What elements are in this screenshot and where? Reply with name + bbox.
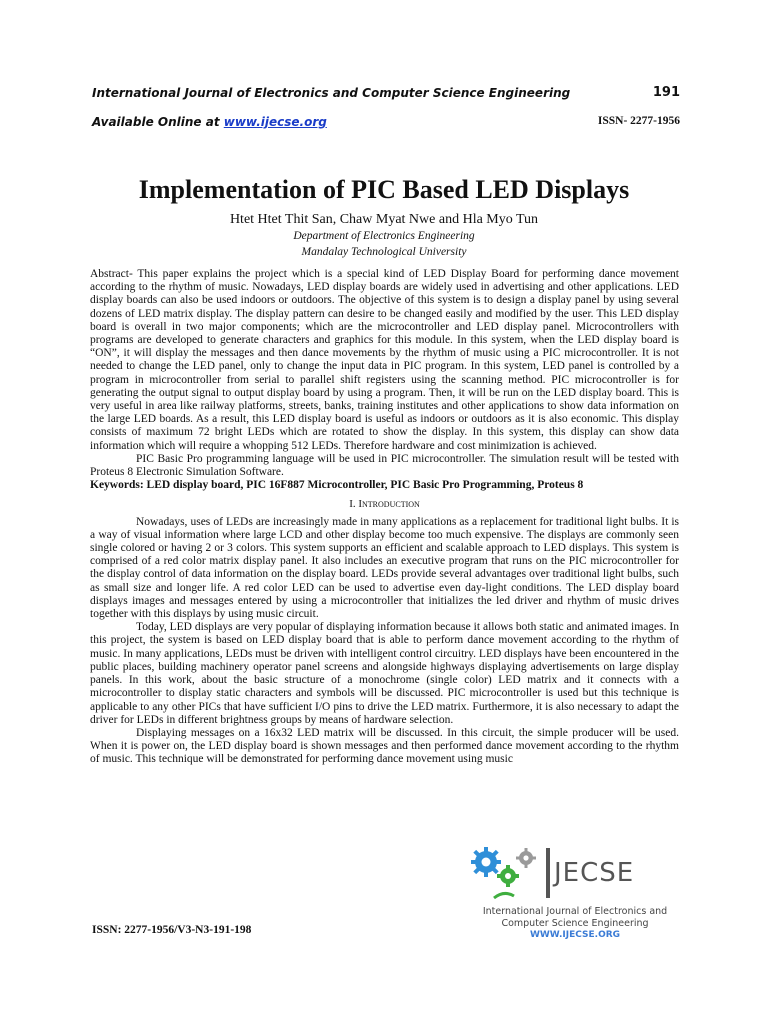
section-number: I. <box>349 498 359 511</box>
gears-icon <box>470 846 554 902</box>
abstract-paragraph: Abstract- This paper explains the project which is a special kind of LED Display Board for performing dance movement according to the rhythm of music. Nowadays, LED display boards are widely used in advertising and other applications. LED display boards can also be used indoors or outdoors. The objective of this system is to design a display panel by using several dozens of LED matrix display. The display pattern can desire to be changed easily and modified by the user. This LED display board is overall in two major components; which are the microcontroller and LED display panel. Microcontrollers with programs are developed to generate characters and graphics for this module. In this system, when the LED display board is “ON”, it will display the messages and then dance movements by the rhythm of music using a PIC microcontroller. It is not needed to change the LED panel, only to change the input data in PIC program. In this system, LED panel is controlled by a program in microcontroller from serial to parallel shift registers using the scanning method. PIC microcontroller is for generating the output signal to output display board by using a program. Then, it will be run on the LED display board. This is very useful in area like railway platforms, streets, banks, training institutes and other applications to show data information on the large LED boards. As a result, this LED display board is useful as indoors or outdoors as it is also economic. This display consists of maximum 72 bright LEDs which are rotated to show the display. In this system, this display can show data information which will require a whopping 512 LEDs. Therefore hardware and cost minimization is achieved. <box>90 268 679 452</box>
logo-journal-line1: International Journal of Electronics and <box>482 906 668 917</box>
abstract-paragraph-2: PIC Basic Pro programming language will be used in PIC microcontroller. The simulation result will be tested with Proteus 8 Electronic Simulation Software. <box>90 452 679 479</box>
ijecse-logo <box>470 846 680 940</box>
keywords: Keywords: LED display board, PIC 16F887 Microcontroller, PIC Basic Pro Programming, Proteus 8 <box>90 479 584 492</box>
logo-url: WWW.IJECSE.ORG <box>529 930 621 940</box>
paper-title: Implementation of PIC Based LED Displays <box>138 175 630 204</box>
journal-website-link[interactable]: www.ijecse.org <box>223 115 327 129</box>
intro-paragraph-1: Nowadays, uses of LEDs are increasingly made in many applications as a replacement for traditional light bulbs. It is a way of visual information where large LCD and other display become too much expensive. The displays are commonly seen single colored or having 2 or 3 colors. This system supports an efficient and scalable approach to LED displays. This system is comprised of a red color matrix display panel. It also includes an executive program that runs on the PIC microcontroller for the display control of data information on the display board. LEDs provide several advantages over traditional light bulbs, such as small size and longer life. A red color LED can be used to advertise even day-light conditions. The LED display board displays images and messages entered by using a microcontroller that initializes the led driver and rhythm of music drives together with this displays by using music circuit. <box>90 515 679 621</box>
header-issn: ISSN- 2277-1956 <box>597 115 680 127</box>
intro-paragraph-2: Today, LED displays are very popular of displaying information because it allows both static and animated images. In this project, the system is based on LED display board that is able to perform dance movement according to the rhythm of music. In many applications, LEDs must be driven with intelligent control circuitry. LED displays have been encountered in the public places, building machinery operator panel screens and alongside highways displaying advertisements on large display panels. In this work, about the basic structure of a monochrome (single color) LED matrix and it connects with a microcontroller to display static characters and symbols will be discussed. PIC microcontroller is used but this technique is applicable to any other PICs that have sufficient I/O pins to drive the LED matrix. Furthermore, it is also necessary to adapt the driver for LEDs in different brightness groups by means of hardware selection. <box>90 621 679 726</box>
section-title: Introduction <box>358 498 420 511</box>
available-prefix: Available Online at <box>92 115 224 129</box>
logo-journal-line2: Computer Science Engineering <box>501 918 649 929</box>
main-text <box>90 268 679 767</box>
page-number: 191 <box>652 85 680 100</box>
footer-issn: ISSN: 2277-1956/V3-N3-191-198 <box>92 924 252 936</box>
section-heading <box>90 498 679 511</box>
intro-paragraph-3: Displaying messages on a 16x32 LED matrix will be discussed. In this circuit, the simple producer will be used. When it is power on, the LED display board is shown messages and then performed dance movement according to the rhythm of music. This technique will be demonstrated for performing dance movement using music <box>90 726 679 766</box>
affiliation-university: Mandalay Technological University <box>301 246 467 258</box>
logo-wordmark: JECSE <box>554 858 635 888</box>
availability-line <box>92 115 680 129</box>
journal-name: International Journal of Electronics and Computer Science Engineering <box>92 86 571 100</box>
affiliation-department: Department of Electronics Engineering <box>293 230 475 242</box>
paper-authors: Htet Htet Thit San, Chaw Myat Nwe and Hla Myo Tun <box>229 212 539 227</box>
